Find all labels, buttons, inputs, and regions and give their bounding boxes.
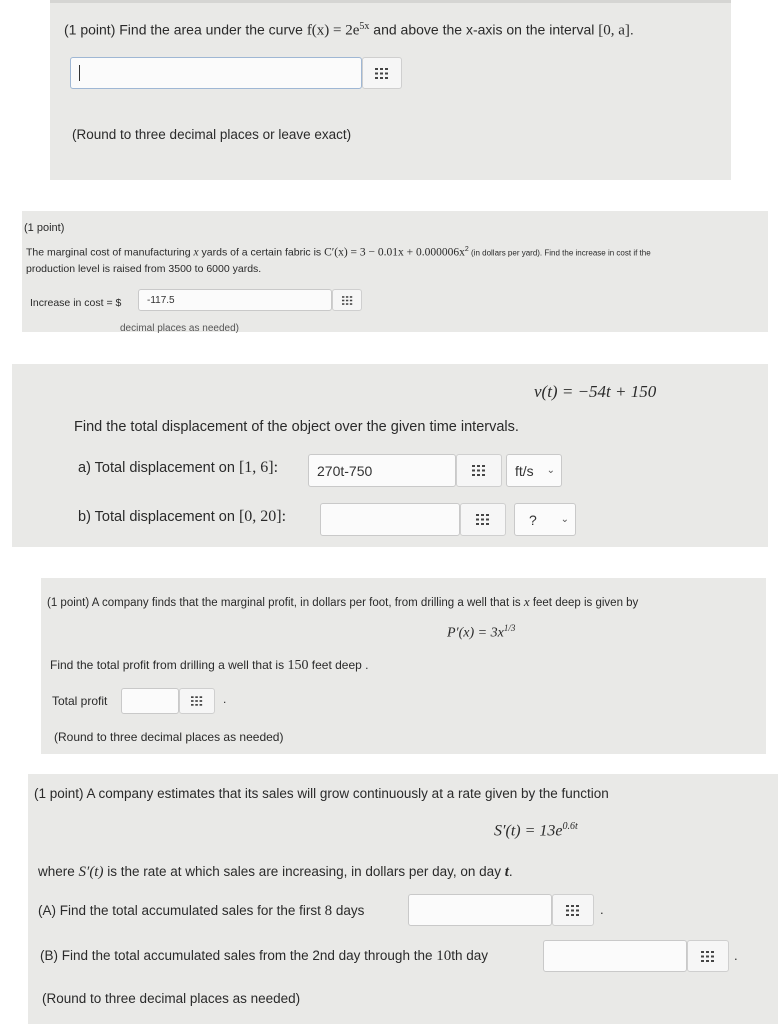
grid-icon	[472, 465, 486, 476]
part-a-label: a) Total displacement on [1, 6]:	[78, 459, 279, 476]
sales-intro: (1 point) A company estimates that its sales will grow continuously at a rate given by the function	[34, 786, 609, 801]
part-a-unit-select[interactable]: ft/s ⌄	[506, 454, 562, 487]
math-keypad-button[interactable]	[362, 57, 402, 89]
math-keypad-button[interactable]	[687, 940, 729, 972]
part-b-sales-input[interactable]	[543, 940, 687, 972]
part-b-period: .	[734, 948, 738, 963]
point-header: (1 point)	[24, 222, 65, 234]
rounding-note-cut: decimal places as needed)	[120, 323, 239, 334]
total-profit-input[interactable]	[121, 688, 179, 714]
grid-icon	[476, 514, 490, 525]
panel-top-divider	[50, 0, 731, 3]
grid-icon	[701, 951, 715, 962]
part-a-period: .	[600, 902, 604, 917]
grid-icon	[566, 905, 580, 916]
displacement-instruction: Find the total displacement of the object over the given time intervals.	[74, 419, 519, 435]
math-keypad-button[interactable]	[460, 503, 506, 536]
grid-icon	[375, 68, 389, 79]
math-keypad-button[interactable]	[552, 894, 594, 926]
part-a-displacement-input[interactable]: 270t-750	[308, 454, 456, 487]
problem-marginal-cost-panel	[22, 211, 768, 332]
math-keypad-button[interactable]	[456, 454, 502, 487]
part-b-label: b) Total displacement on [0, 20]:	[78, 508, 287, 525]
part-a-sales-label: (A) Find the total accumulated sales for the first 8 days	[38, 903, 365, 919]
velocity-function: v(t) = −54t + 150	[534, 382, 657, 401]
problem-marginal-profit-panel	[41, 578, 766, 754]
part-b-displacement-input[interactable]	[320, 503, 460, 536]
part-a-sales-input[interactable]	[408, 894, 552, 926]
increase-cost-input[interactable]: -117.5	[138, 289, 332, 311]
part-b-sales-label: (B) Find the total accumulated sales from the 2nd day through the 10th day	[40, 948, 489, 964]
text-cursor	[79, 65, 80, 81]
rounding-note: (Round to three decimal places or leave exact)	[72, 127, 352, 142]
problem-area-prompt: (1 point) Find the area under the curve $f(x) = 2e^{5x}$ and above the x-axis on the interval [0, a].	[64, 21, 634, 39]
marginal-profit-intro: (1 point) A company finds that the marginal profit, in dollars per foot, from drilling a well that is x feet deep is given by	[47, 594, 639, 609]
area-answer-input[interactable]	[70, 57, 362, 89]
total-profit-label: Total profit	[52, 694, 108, 708]
increase-cost-label: Increase in cost = $	[30, 297, 122, 309]
sales-where-text: where S′(t) is the rate at which sales are increasing, in dollars per day, on day t.	[38, 864, 513, 880]
total-profit-question: Find the total profit from drilling a well that is 150 feet deep .	[50, 658, 369, 673]
sales-rate-formula: $S'(t) = 13e^{0.6t}$	[494, 821, 578, 840]
grid-icon	[191, 696, 203, 706]
math-keypad-button[interactable]	[332, 289, 362, 311]
chevron-down-icon: ⌄	[546, 465, 555, 476]
problem-sales-panel	[28, 774, 778, 1024]
grid-icon	[342, 296, 353, 305]
math-keypad-button[interactable]	[179, 688, 215, 714]
marginal-profit-formula: $P'(x) = 3x^{1/3}$	[447, 623, 516, 641]
part-b-unit-select[interactable]: ? ⌄	[514, 503, 576, 536]
chevron-down-icon: ⌄	[560, 514, 569, 525]
rounding-note: (Round to three decimal places as needed)	[42, 991, 301, 1006]
rounding-note: (Round to three decimal places as needed)	[54, 730, 284, 744]
marginal-cost-prompt-line1: The marginal cost of manufacturing x yards of a certain fabric is $C'(x) = 3 - 0.01x + 0.000006x^2$ (in dollars per yard). Find the increase in cost if the	[26, 246, 651, 259]
total-profit-period: .	[223, 692, 227, 706]
problem-displacement-panel	[12, 364, 768, 547]
marginal-cost-prompt-line2: production level is raised from 3500 to 6000 yards.	[26, 263, 262, 275]
problem-area-panel	[50, 0, 731, 180]
